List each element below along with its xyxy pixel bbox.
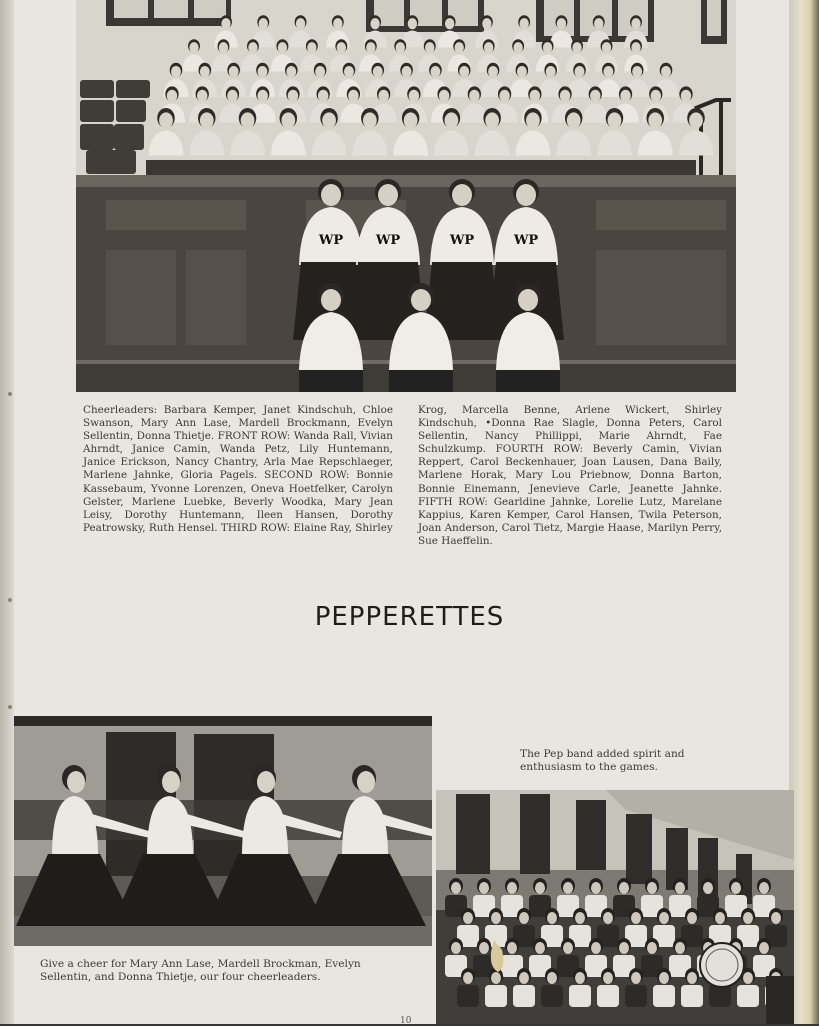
svg-text:WP: WP — [318, 233, 344, 248]
binding-hole — [8, 392, 12, 396]
group-photo — [76, 0, 736, 392]
page-spine — [0, 0, 14, 1024]
page-number: 10 — [400, 1016, 412, 1026]
band-caption: The Pep band added spirit and enthusiasm to the games. — [520, 748, 685, 773]
svg-text:WP: WP — [513, 233, 539, 248]
caption-right-text: Krog, Marcella Benne, Arlene Wickert, Shirley Kindschuh, •Donna Rae Slagle, Donna Peters, Carol Sellentin, Nancy Phillippi, Marie Ahrndt, Fae Schulzkump. FOURTH ROW: Beverly Camin, Vivian Reppert, Carol Beckenhauer, Joan Lausen, Dana Baily, Marlene Horak, Mary Lou Priebnow, Donna Barton, Bonnie Einemann, Jenevieve Carle, Jeanette Jahnke. FIFTH ROW: Gearldine Jahnke, Lorelie Lutz, Marelane Kappius, Karen Kemper, Carol Hansen, Twila Peterson, Joan Anderson, Carol Tietz, Margie Haase, Marilyn Perry, Sue Haeffelin. — [418, 404, 722, 547]
cheer-caption: Give a cheer for Mary Ann Lase, Mardell Brockman, Evelyn Sellentin, and Donna Thietje, our four cheerleaders. — [40, 958, 361, 983]
cheerleaders-photo — [14, 716, 432, 946]
caption-left-column — [83, 404, 393, 535]
pep-band-photo — [436, 790, 794, 1024]
caption-right-column — [418, 404, 722, 548]
page-title: PEPPERETTES — [314, 602, 505, 632]
binding-hole — [8, 705, 12, 709]
svg-text:WP: WP — [449, 233, 475, 248]
svg-text:WP: WP — [375, 233, 401, 248]
caption-left-text: Cheerleaders: Barbara Kemper, Janet Kindschuh, Chloe Swanson, Mary Ann Lase, Mardell Brockmann, Evelyn Sellentin, Donna Thietje. FRONT ROW: Wanda Rall, Vivian Ahrndt, Janice Camin, Wanda Petz, Lily Huntemann, Janice Erickson, Nancy Chantry, Arla Mae Repschlaeger, Marlene Jahnke, Gloria Pagels. SECOND ROW: Bonnie Kassebaum, Yvonne Lorenzen, Oneva Hoetfelker, Carolyn Gelster, Marlene Luebke, Beverly Woodka, Mary Jean Leisy, Dorothy Huntemann, Ileen Hansen, Dorothy Peatrowsky, Ruth Hensel. THIRD ROW: Elaine Ray, Shirley — [83, 404, 393, 534]
